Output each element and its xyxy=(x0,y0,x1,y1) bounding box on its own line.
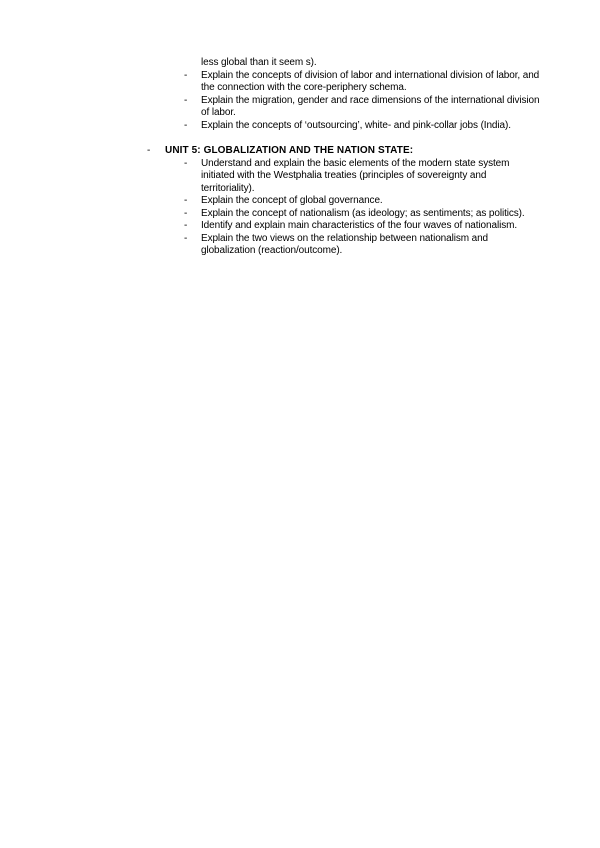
list-item-text: Explain the migration, gender and race dimensions of the international division of labor. xyxy=(201,94,540,118)
list-item xyxy=(0,95,541,120)
list-bullet: - xyxy=(184,94,188,106)
list-item-text: Identify and explain main characteristics of the four waves of nationalism. xyxy=(201,220,517,231)
list-item-text: Explain the two views on the relationship between nationalism and globalization (reaction/outcome). xyxy=(201,232,489,256)
list-item xyxy=(0,208,541,221)
list-bullet: - xyxy=(184,119,188,131)
list-item xyxy=(0,70,541,95)
list-bullet: - xyxy=(184,232,188,244)
unit-bullet: - xyxy=(147,145,151,156)
list-item xyxy=(0,220,541,233)
document-body xyxy=(0,57,600,258)
list-item-text: Explain the concepts of ‘outsourcing’, white- and pink-collar jobs (India). xyxy=(201,119,511,131)
list-bullet: - xyxy=(184,195,188,206)
list-bullet: - xyxy=(184,69,188,81)
list-bullet: - xyxy=(184,207,188,219)
list-item-text: Understand and explain the basic elements of the modern state system initiated with the Westphalia treaties (principles of sovereignty and territoriality). xyxy=(201,157,510,194)
list-item xyxy=(0,233,541,258)
list-bullet: - xyxy=(184,220,188,231)
continued-text-line: less global than it seem s). xyxy=(201,57,317,68)
list-item xyxy=(0,120,541,133)
unit-heading xyxy=(0,145,600,158)
list-item-text: Explain the concepts of division of labor and international division of labor, and the connection with the core-periphery schema. xyxy=(201,69,540,93)
list-item xyxy=(0,195,541,208)
list-item-text: Explain the concept of nationalism (as ideology; as sentiments; as politics). xyxy=(201,207,525,219)
list-bullet: - xyxy=(184,157,188,169)
list-item xyxy=(0,158,541,196)
list-item-text: Explain the concept of global governance. xyxy=(201,195,383,206)
unit-heading-text: UNIT 5: GLOBALIZATION AND THE NATION STATE: xyxy=(165,145,414,156)
